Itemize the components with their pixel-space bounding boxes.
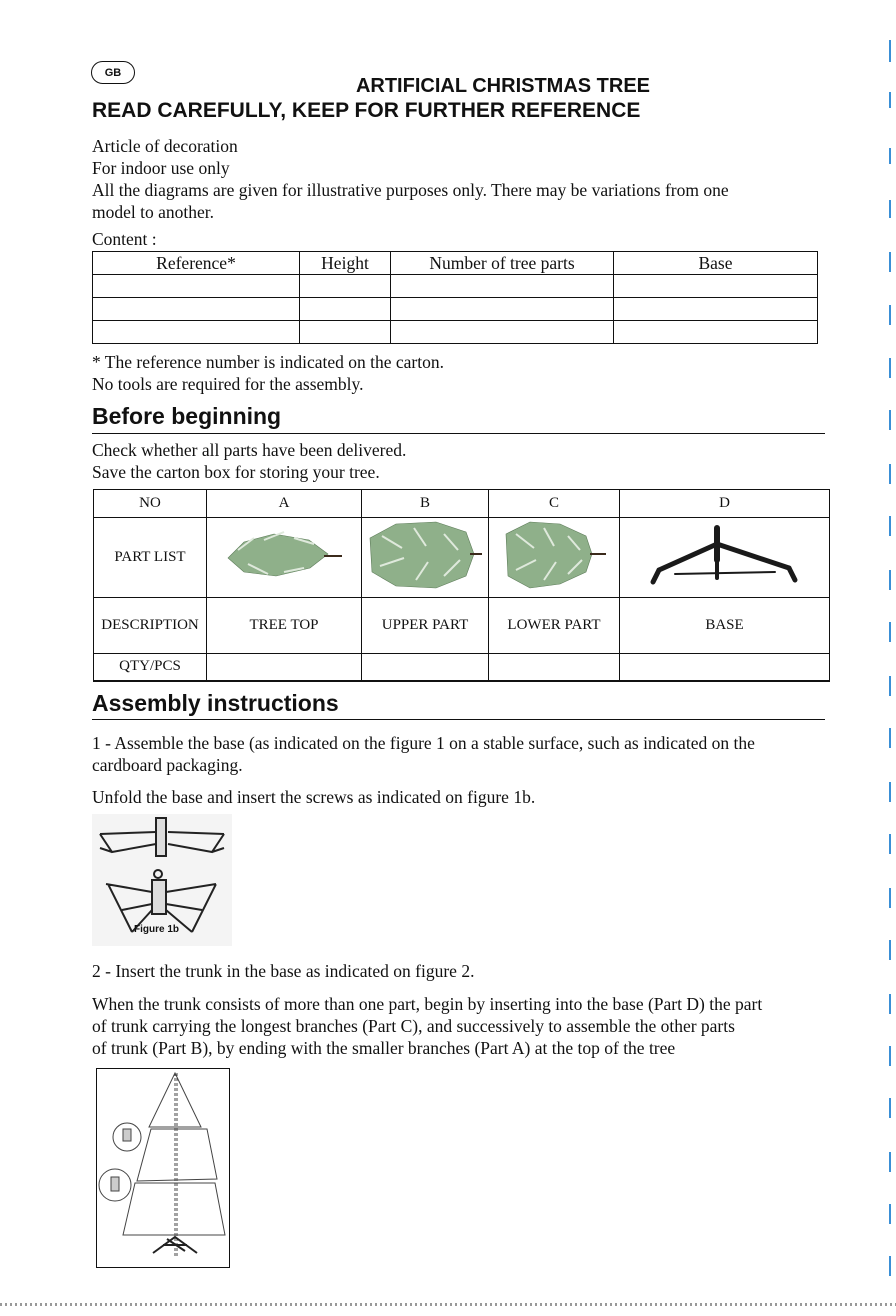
margin-tick [889,888,891,908]
table-cell [93,275,300,298]
margin-tick [889,358,891,378]
margin-tick [889,40,891,62]
column-header: Base [614,252,818,275]
table-cell [391,275,614,298]
section-divider [92,433,825,434]
row-label: PART LIST [94,518,207,598]
part-number: D [620,490,830,518]
margin-tick [889,994,891,1014]
figure-1b [92,814,232,946]
part-number: C [489,490,620,518]
figure-1b-label: Figure 1b [134,924,180,935]
section-divider [92,719,825,720]
part-description: UPPER PART [362,598,489,654]
margin-tick [889,252,891,272]
instruction-line: cardboard packaging. [92,755,243,775]
table-row [94,490,830,518]
table-cell [391,321,614,344]
table-cell [391,298,614,321]
margin-tick [889,1098,891,1118]
column-header: Reference* [93,252,300,275]
upper-part-image [366,518,484,592]
column-header: Number of tree parts [391,252,614,275]
table-cell [614,275,818,298]
instruction-line: Save the carton box for storing your tree. [92,462,380,482]
tree-assembly-diagram [97,1069,229,1267]
margin-tick [889,1152,891,1172]
note-line: No tools are required for the assembly. [92,374,364,394]
table-row [94,598,830,654]
margin-tick [889,410,891,430]
instruction-line: 1 - Assemble the base (as indicated on the figure 1 on a stable surface, such as indicated on the [92,733,755,753]
table-row [93,298,818,321]
intro-line: For indoor use only [92,158,230,178]
part-image-cell [489,518,620,598]
row-label: DESCRIPTION [94,598,207,654]
table-row [93,275,818,298]
part-description: LOWER PART [489,598,620,654]
qty-cell [362,654,489,681]
qty-cell [489,654,620,681]
margin-tick [889,516,891,536]
margin-tick [889,1256,891,1276]
margin-tick [889,305,891,325]
instruction-line: When the trunk consists of more than one part, begin by inserting into the base (Part D) the part [92,994,763,1014]
table-cell [300,275,391,298]
part-number: A [207,490,362,518]
note-line: * The reference number is indicated on the carton. [92,352,444,372]
margin-tick [889,940,891,960]
margin-tick [889,676,891,696]
row-label: QTY/PCS [94,654,207,681]
language-badge: GB [91,61,135,84]
margin-tick [889,92,891,108]
intro-line: All the diagrams are given for illustrative purposes only. There may be variations from one [92,180,729,200]
row-label: NO [94,490,207,518]
instruction-line: Check whether all parts have been delivered. [92,440,407,460]
section-heading-assembly: Assembly instructions [92,690,339,716]
margin-tick [889,1046,891,1066]
margin-tick [889,200,891,218]
part-number: B [362,490,489,518]
part-image-cell [362,518,489,598]
content-label: Content : [92,229,157,249]
part-image-cell [620,518,830,598]
instruction-line: of trunk carrying the longest branches (Part C), and successively to assemble the other parts [92,1016,735,1036]
table-header-row [93,252,818,275]
instruction-line: Unfold the base and insert the screws as indicated on figure 1b. [92,787,536,807]
table-cell [93,298,300,321]
margin-tick [889,1204,891,1224]
intro-line: model to another. [92,202,214,222]
table-cell [614,298,818,321]
qty-cell [620,654,830,681]
table-cell [614,321,818,344]
document-title: ARTIFICIAL CHRISTMAS TREE [355,75,651,97]
table-row [94,654,830,681]
margin-tick [889,570,891,590]
part-description: TREE TOP [207,598,362,654]
section-heading-before-beginning: Before beginning [92,403,282,429]
lower-part-image [500,518,608,592]
qty-cell [207,654,362,681]
table-row [93,321,818,344]
intro-line: Article of decoration [92,136,238,156]
table-cell [300,298,391,321]
content-table [92,251,818,344]
margin-tick [889,834,891,854]
margin-tick [889,464,891,484]
base-assembly-diagram [92,814,232,946]
document-subtitle: READ CAREFULLY, KEEP FOR FURTHER REFERENCE [92,99,641,122]
table-cell [93,321,300,344]
page-bottom-border [0,1303,896,1306]
instruction-line: of trunk (Part B), by ending with the smaller branches (Part A) at the top of the tree [92,1038,676,1058]
part-description: BASE [620,598,830,654]
figure-2 [96,1068,230,1268]
tree-top-image [224,520,344,590]
margin-tick [889,622,891,642]
instruction-line: 2 - Insert the trunk in the base as indicated on figure 2. [92,961,475,981]
part-image-cell [207,518,362,598]
column-header: Height [300,252,391,275]
parts-table [93,489,830,682]
margin-tick [889,728,891,748]
table-cell [300,321,391,344]
margin-tick [889,782,891,802]
table-row [94,518,830,598]
base-stand-image [645,522,805,588]
margin-tick [889,148,891,164]
